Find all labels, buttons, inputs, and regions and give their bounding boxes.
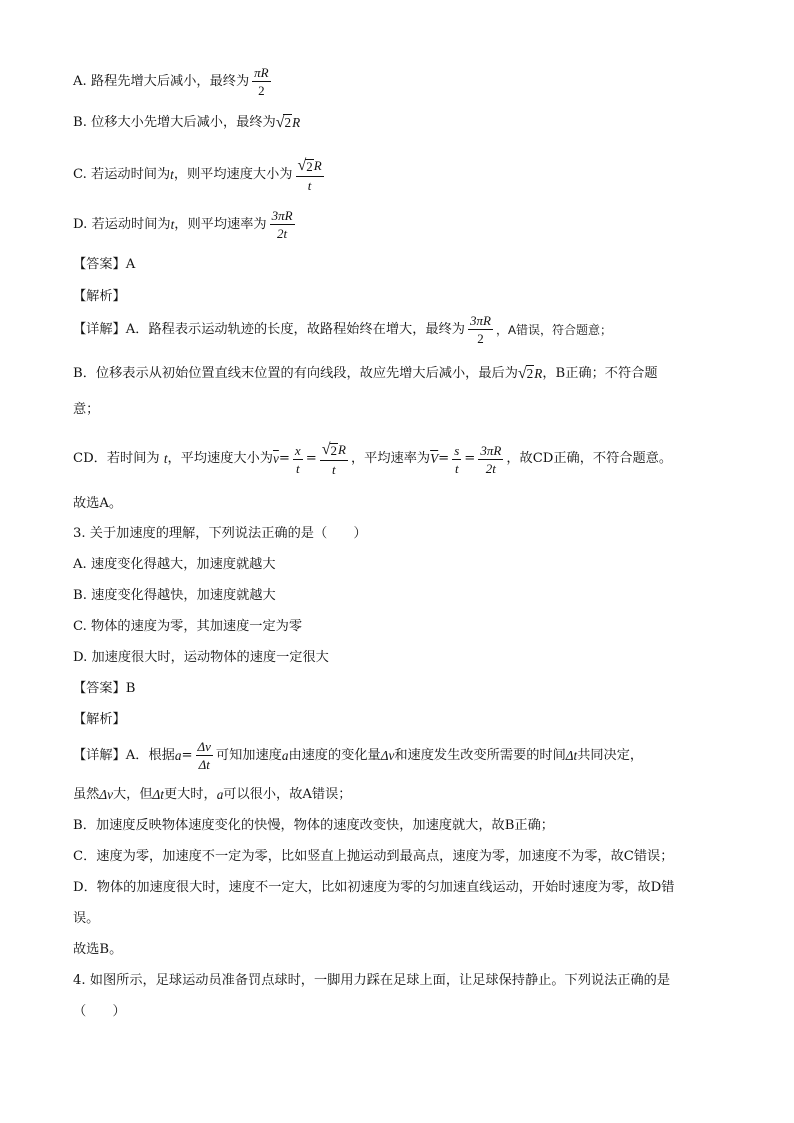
detail-line: 【详解】A．路程表示运动轨迹的长度，故路程始终在增大，最终为 $\frac{3\pi R}{2}$ ，A错误，符合题意；: [73, 313, 612, 346]
answer-label: 【答案】A: [73, 257, 136, 272]
detail-line: B．位移表示从初始位置直线末位置的有向线段，故应先增大后减小，最后为√2R，B正确；不符合题: [73, 365, 658, 382]
fraction: $\frac{3\pi R}{2t}$: [480, 442, 502, 476]
sqrt: √2: [275, 114, 292, 131]
choice-line: 故选A。: [73, 496, 123, 511]
option-b: B. 速度变化得越快，加速度就越大: [73, 588, 276, 603]
analysis-label: 【解析】: [73, 289, 126, 304]
detail-wrap: 误。: [73, 911, 100, 926]
fraction: √ 2 R t: [297, 157, 322, 193]
fraction: $\frac{x}{t}$: [294, 442, 301, 476]
detail-line: 虽然Δv大，但Δt更大时，a可以很小，故A错误；: [73, 787, 352, 802]
option-a: A. 速度变化得越大，加速度就越大: [73, 557, 276, 572]
option-c: C. 物体的速度为零，其加速度一定为零: [73, 619, 303, 634]
option-c: C. 若运动时间为t，则平均速度大小为 √ 2 R t: [73, 157, 322, 193]
detail-line: D．物体的加速度很大时，速度不一定大，比如初速度为零的匀加速直线运动，开始时速度为零，故D错: [73, 880, 675, 895]
detail-wrap: 意；: [73, 402, 100, 417]
detail-line: CD．若时间为 t，平均速度大小为$\overline{v}=$ $\frac{x}{t}$ = √ 2 R t ，平均速率为$\overline{V}=$ $\frac{s}{t}$ = $\frac{3\pi R}{2t}$ ，故CD正确，不符合题意。: [73, 441, 673, 477]
sqrt: √2: [517, 365, 534, 382]
fraction: $\frac{3\pi R}{2}$: [469, 313, 491, 346]
question-stem-wrap: （ ）: [73, 1004, 126, 1019]
option-b: B. 位移大小先增大后减小，最终为√2R: [73, 114, 301, 131]
option-d: D. 若运动时间为t，则平均速率为 $\frac{3\pi R}{2t}$: [73, 208, 293, 241]
fraction: $\frac{\pi R}{2}$: [254, 65, 269, 98]
detail-line: B．加速度反映物体速度变化的快慢，物体的速度改变快，加速度就大，故B正确；: [73, 818, 554, 833]
choice-line: 故选B。: [73, 942, 123, 957]
fraction: $\frac{3\pi R}{2t}$: [271, 208, 293, 241]
question-stem: 4. 如图所示，足球运动员准备罚点球时，一脚用力踩在足球上面，让足球保持静止。下列说法正确的是: [73, 973, 671, 988]
option-d: D. 加速度很大时，运动物体的速度一定很大: [73, 650, 329, 665]
answer-label: 【答案】B: [73, 681, 136, 696]
question-stem: 3. 关于加速度的理解，下列说法正确的是（ ）: [73, 526, 367, 541]
fraction: $\frac{s}{t}$: [454, 442, 460, 476]
analysis-label: 【解析】: [73, 712, 126, 727]
detail-line: 【详解】A．根据a= $\frac{\Delta v}{\Delta t}$ 可知加速度a由速度的变化量Δv和速度发生改变所需要的时间Δt共同决定，: [73, 739, 644, 772]
option-a: A. 路程先增大后减小，最终为 $\frac{\pi R}{2}$: [73, 65, 269, 98]
fraction: √ 2 R t: [321, 441, 346, 477]
detail-line: C．速度为零，加速度不一定为零，比如竖直上抛运动到最高点，速度为零，加速度不为零，故C错误；: [73, 849, 674, 864]
fraction: $\frac{\Delta v}{\Delta t}$: [197, 739, 211, 772]
